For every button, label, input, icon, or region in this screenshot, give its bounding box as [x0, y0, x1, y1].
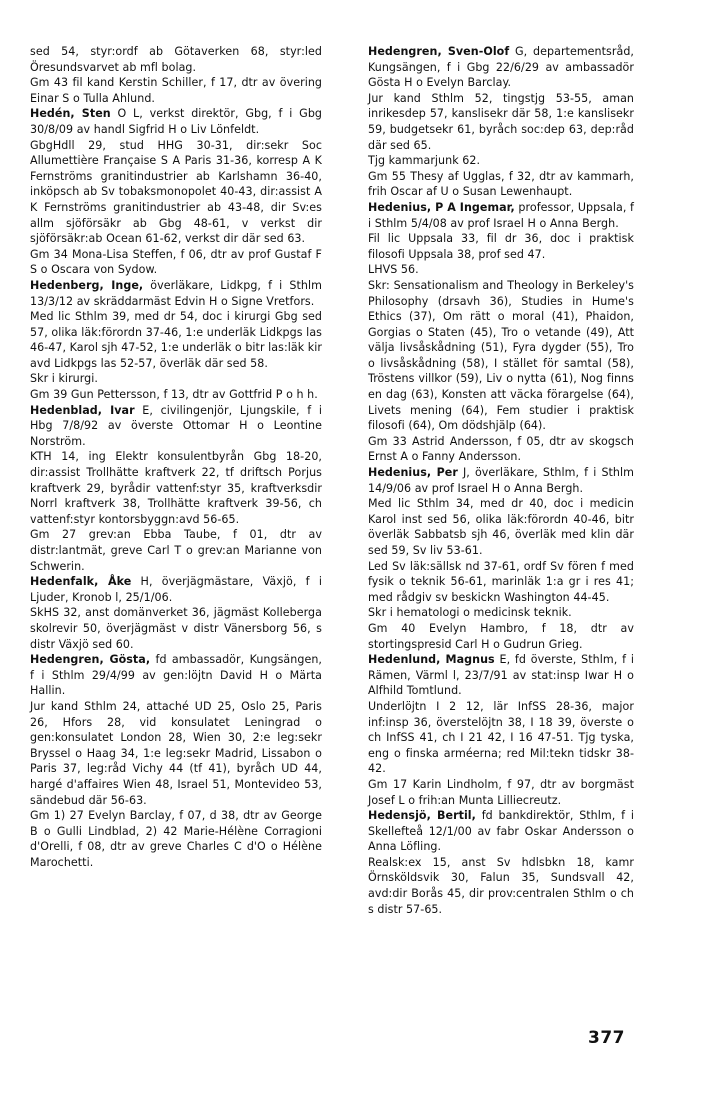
entry-hedensjo-bertil: Hedensjö, Bertil, fd bankdirektör, Sthlm, f i Skellefteå 12/1/00 av fabr Oskar Andersson o Anna Löfling.	[368, 809, 634, 854]
entry-name: Hedén, Sten	[30, 107, 111, 121]
entry-paragraph: Fil lic Uppsala 33, fil dr 36, doc i praktisk filosofi Uppsala 38, prof sed 47.	[368, 232, 634, 261]
entry-paragraph: Gm 55 Thesy af Ugglas, f 32, dtr av kammarh, frih Oscar af U o Susan Lewenhaupt.	[368, 169, 634, 199]
entry-paragraph: Gm 33 Astrid Andersson, f 05, dtr av skogsch Ernst A o Fanny Andersson.	[368, 434, 634, 464]
entry-name: Hedenius, Per	[368, 466, 458, 480]
left-column	[30, 44, 322, 870]
entry-paragraph: Gm 1) 27 Evelyn Barclay, f 07, d 38, dtr av George B o Gulli Lindblad, 2) 42 Marie-Hélène Corragioni d'Orelli, f 08, dtr av greve Charles C d'O o Hélène Marochetti.	[30, 809, 322, 869]
entry-heden-sten: Hedén, Sten O L, verkst direktör, Gbg, f i Gbg 30/8/09 av handl Sigfrid H o Liv Lönfeldt.	[30, 107, 322, 136]
entry-paragraph: Jur kand Sthlm 52, tingstjg 53-55, aman inrikesdep 57, kanslisekr där 58, 1:e kanslisekr 59, budgetsekr 61, byråch soc:dep 63, dep:råd där sed 65.	[368, 91, 634, 152]
entry-name: Hedenlund, Magnus	[368, 653, 495, 667]
entry-name: Hedenfalk, Åke	[30, 575, 132, 589]
page-number: 377	[588, 1028, 625, 1048]
entry-hedenberg-inge: Hedenberg, Inge, överläkare, Lidkpg, f i Sthlm 13/3/12 av skräddarmäst Edvin H o Signe Vretfors.	[30, 278, 322, 308]
entry-paragraph: Underlöjtn I 2 12, lär InfSS 28-36, major inf:insp 36, överstelöjtn 38, I 18 39, överste o ch InfSS 41, ch I 21 42, I 16 47-51. Tjg tyska, eng o finska arméerna; red Mil:tekn tidskr 38-42.	[368, 699, 634, 776]
entry-name: Hedensjö, Bertil,	[368, 809, 476, 823]
entry-paragraph: KTH 14, ing Elektr konsulentbyrån Gbg 18-20, dir:assist Trollhätte kraftverk 22, tf driftsch Porjus kraftverk 29, byrådir vattenf:styr 35, kraftverksdir Norrl kraftverk 38, Trollhätte kraftverk 39-56, ch vattenf:styr kontorsbyggn:avd 56-65.	[30, 450, 322, 526]
entry-paragraph: Med lic Sthlm 39, med dr 54, doc i kirurgi Gbg sed 57, olika läk:förordn 37-46, 1:e underläk Lidkpgs las 46-47, Karol sjh 47-52, 1:e underläk o bitr las:läk kir avd Lidkpgs las 52-57, överläk där sed 58.	[30, 310, 322, 370]
entry-hedengren-sven-olof: Hedengren, Sven-Olof G, departementsråd, Kungsängen, f i Gbg 22/6/29 av ambassadör Gösta H o Evelyn Barclay.	[368, 45, 635, 90]
entry-paragraph: Jur kand Sthlm 24, attaché UD 25, Oslo 25, Paris 26, Hfors 28, vid konsulatet Leningrad o gen:konsulatet London 28, Wien 30, 2:e leg:sekr Bryssel o Haag 34, 1:e leg:sekr Madrid, Lissabon o Paris 37, leg:råd Vichy 44 (tf 41), byråch UD 44, hargé d'affaires Wien 48, Israel 51, Montevideo 53, sändebud där 56-63.	[30, 699, 322, 807]
entry-paragraph: Skr i kirurgi.	[30, 372, 98, 386]
entry-paragraph: Gm 27 grev:an Ebba Taube, f 01, dtr av distr:lantmät, greve Carl T o grev:an Marianne von Schwerin.	[30, 528, 322, 573]
entry-paragraph: Skr i hematologi o medicinsk teknik.	[368, 606, 572, 620]
entry-paragraph: SkHS 32, anst domänverket 36, jägmäst Kolleberga skolrevir 50, överjägmäst v distr Vänersborg 56, s distr Växjö sed 60.	[30, 606, 322, 651]
entry-paragraph: Skr: Sensationalism and Theology in Berkeley's Philosophy (drsavh 36), Studies in Hume's Ethics (37), Om rätt o moral (41), Phaidon, Gorgias o Staten (45), Tro o vetande (49), Att välja livsåskådning (51), Fyra dygder (55), Tro o livsåskådning (58), I stället för samtal (58), Tröstens villkor (59), Liv o nytta (61), Nog finns en dag (63), Konsten att väcka förargelse (64), Livets mening (64), Fem studier i praktisk filosofi (64), Om dödshjälp (64).	[368, 278, 634, 433]
entry-paragraph: Gm 39 Gun Pettersson, f 13, dtr av Gottfrid P o h h.	[30, 388, 318, 402]
entry-paragraph: GbgHdll 29, stud HHG 30-31, dir:sekr Soc Allumettière Française S A Paris 31-36, korresp A K Fernströms granitindustrier ab Karlshamn 36-40, inköpsch ab Sv tobaksmonopolet 40-43, dir:assist A K Fernströms granitindustrier ab 43-48, dir Sv:es allm sjöförsäkr ab Gbg 48-61, v verkst dir sjöförsäkr:ab Ocean 61-62, verkst dir där sed 63.	[30, 138, 322, 246]
entry-hedenius-per: Hedenius, Per J, överläkare, Sthlm, f i Sthlm 14/9/06 av prof Israel H o Anna Bergh.	[368, 466, 635, 495]
entry-paragraph: Med lic Sthlm 34, med dr 40, doc i medicin Karol inst sed 56, olika läk:förordn 40-46, bitr överläk Sabbatsb sjh 46, överläk med klin där sed 59, Sv liv 53-61.	[368, 497, 634, 557]
entry-hedenius-ingemar: Hedenius, P A Ingemar, professor, Uppsala, f i Sthlm 5/4/08 av prof Israel H o Anna Bergh.	[368, 200, 634, 230]
entry-paragraph: Gm 40 Evelyn Hambro, f 18, dtr av stortingspresid Carl H o Gudrun Grieg.	[368, 621, 634, 651]
entry-paragraph: Realsk:ex 15, anst Sv hdlsbkn 18, kamr Örnsköldsvik 30, Falun 35, Sundsvall 42, avd:dir Borås 45, dir prov:centralen Sthlm o ch s distr 57-65.	[368, 855, 634, 916]
entry-paragraph: Gm 34 Mona-Lisa Steffen, f 06, dtr av prof Gustaf F S o Oscara von Sydow.	[30, 247, 322, 277]
entry-continuation: sed 54, styr:ordf ab Götaverken 68, styr:led Öresundsvarvet ab mfl bolag.	[30, 45, 322, 74]
entry-paragraph: Led Sv läk:sällsk nd 37-61, ordf Sv fören f med fysik o teknik 56-61, marinläk 1:a gr i res 41; med rådgiv sv beskickn Washington 44-45.	[368, 559, 634, 604]
entry-hedenfalk-ake: Hedenfalk, Åke H, överjägmästare, Växjö, f i Ljuder, Kronob l, 25/1/06.	[30, 575, 322, 604]
entry-name: Hedengren, Gösta,	[30, 653, 151, 667]
entry-paragraph: Gm 17 Karin Lindholm, f 97, dtr av borgmäst Josef L o frih:an Munta Lilliecreutz.	[368, 777, 634, 807]
entry-paragraph: Gm 43 fil kand Kerstin Schiller, f 17, dtr av övering Einar S o Tulla Ahlund.	[30, 76, 322, 105]
right-column	[368, 44, 634, 917]
entry-hedenblad-ivar: Hedenblad, Ivar E, civilingenjör, Ljungskile, f i Hbg 7/8/92 av överste Ottomar H o Leontine Norström.	[30, 403, 322, 448]
entry-hedengren-gosta: Hedengren, Gösta, fd ambassadör, Kungsängen, f i Sthlm 29/4/99 av gen:löjtn David H o Märta Hallin.	[30, 653, 322, 698]
entry-name: Hedenblad, Ivar	[30, 403, 135, 417]
entry-name: Hedengren, Sven-Olof	[368, 45, 510, 58]
entry-name: Hedenius, P A Ingemar,	[368, 200, 515, 214]
entry-name: Hedenberg, Inge,	[30, 278, 144, 292]
entry-hedenlund-magnus: Hedenlund, Magnus E, fd överste, Sthlm, f i Rämen, Värml l, 23/7/91 av stat:insp Iwar H o Alfhild Tomtlund.	[368, 653, 634, 698]
entry-paragraph: Tjg kammarjunk 62.	[368, 154, 481, 168]
entry-paragraph: LHVS 56.	[368, 263, 419, 277]
